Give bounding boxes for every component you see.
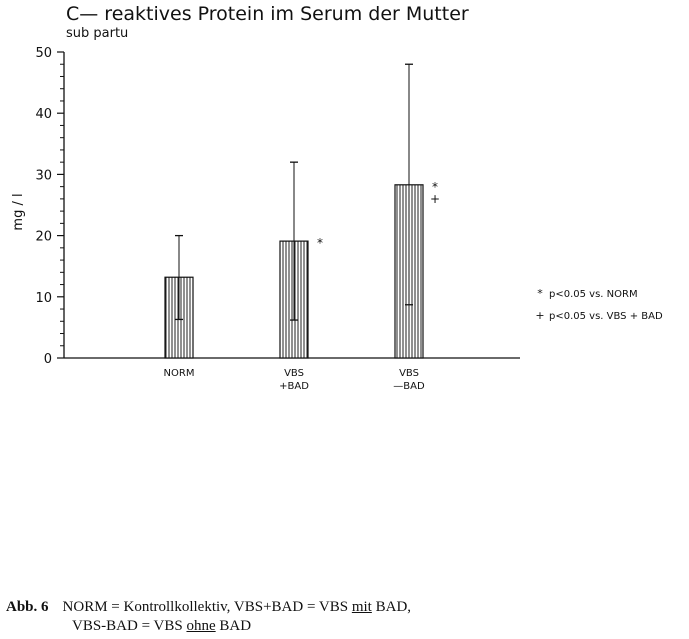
- caption-text-2: BAD,: [375, 599, 412, 615]
- legend-text: p<0.05 vs. NORM: [549, 289, 638, 300]
- y-tick-label: 10: [35, 290, 52, 306]
- x-tick-label-line2: —BAD: [393, 381, 425, 392]
- chart-subtitle: sub partu: [66, 26, 129, 41]
- significance-marker: *: [432, 179, 438, 194]
- x-tick-label: NORM: [163, 368, 195, 379]
- caption-text-3: VBS-BAD = VBS: [72, 618, 183, 634]
- caption-mit: mit: [351, 599, 372, 615]
- significance-marker: *: [317, 236, 323, 251]
- legend-symbol: *: [537, 287, 543, 300]
- x-tick-label: VBS: [284, 368, 304, 379]
- y-axis-ticks: [35, 46, 64, 367]
- x-tick-label-line2: +BAD: [279, 381, 309, 392]
- y-tick-label: 20: [35, 229, 52, 245]
- y-axis-label: mg / l: [11, 193, 26, 231]
- significance-marker: +: [429, 191, 441, 206]
- figure-caption: [6, 598, 411, 636]
- y-tick-label: 0: [43, 352, 52, 367]
- y-tick-label: 50: [35, 46, 52, 61]
- caption-ohne: ohne: [186, 618, 216, 634]
- caption-label: Abb. 6: [6, 599, 49, 615]
- y-tick-label: 40: [35, 107, 52, 123]
- bars: [165, 64, 440, 358]
- caption-text-1: NORM = Kontrollkollektiv, VBS+BAD = VBS: [62, 599, 349, 615]
- legend-symbol: +: [535, 309, 545, 322]
- y-tick-label: 30: [35, 168, 52, 184]
- caption-text-4: BAD: [219, 618, 252, 634]
- legend-text: p<0.05 vs. VBS + BAD: [549, 311, 663, 322]
- x-axis-labels: [164, 368, 425, 392]
- legend: [535, 287, 663, 322]
- chart-title: C— reaktives Protein im Serum der Mutter: [66, 3, 469, 25]
- x-tick-label: VBS: [399, 368, 419, 379]
